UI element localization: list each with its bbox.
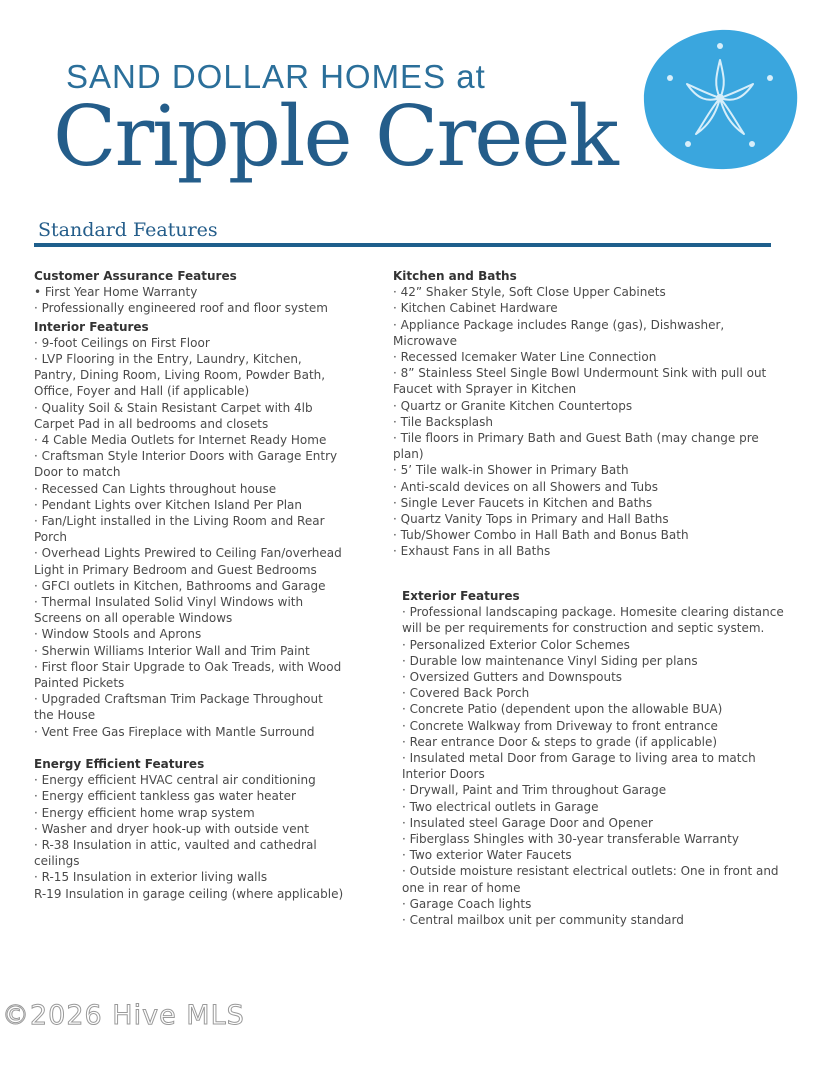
feature-item: · LVP Flooring in the Entry, Laundry, Kitchen, Pantry, Dining Room, Living Room, Powder Bath, Office, Foyer and Hall (if applicable) [34,352,326,399]
feature-item: · 4 Cable Media Outlets for Internet Ready Home [34,433,327,448]
left-column [34,268,344,902]
feature-item: · Fiberglass Shingles with 30-year transferable Warranty [402,832,739,847]
feature-item: R-19 Insulation in garage ceiling (where applicable) [34,886,344,901]
feature-item: · First floor Stair Upgrade to Oak Treads, with Wood Painted Pickets [34,659,342,691]
community-title: Cripple Creek [53,88,617,185]
feature-item: · Recessed Icemaker Water Line Connection [393,350,657,365]
kitchen-column [393,268,778,560]
feature-item: · Vent Free Gas Fireplace with Mantle Surround [34,724,315,739]
feature-item: · Rear entrance Door & steps to grade (if applicable) [402,734,718,749]
feature-item: · Covered Back Porch [402,686,530,701]
feature-item: · Anti-scald devices on all Showers and Tubs [393,479,658,494]
feature-item: · Drywall, Paint and Trim throughout Garage [402,783,667,798]
feature-item: · 8” Stainless Steel Single Bowl Undermount Sink with pull out Faucet with Sprayer in Kitchen [393,366,767,397]
feature-item: · Concrete Walkway from Driveway to front entrance [402,718,718,733]
kitchen-baths-heading: Kitchen and Baths [393,269,517,283]
feature-item: · Central mailbox unit per community standard [402,913,684,928]
feature-item: · Quality Soil & Stain Resistant Carpet with 4lb Carpet Pad in all bedrooms and closets [34,400,313,431]
feature-item: · Thermal Insulated Solid Vinyl Windows with Screens on all operable Windows [34,595,304,626]
feature-item: · Single Lever Faucets in Kitchen and Baths [393,495,653,510]
feature-item: · GFCI outlets in Kitchen, Bathrooms and Garage [34,578,326,593]
sand-dollar-icon [640,26,800,172]
energy-efficient-heading: Energy Efficient Features [34,756,205,771]
feature-item: · Professionally engineered roof and floor system [34,301,328,316]
feature-item: · Personalized Exterior Color Schemes [402,637,630,652]
feature-item: · Two exterior Water Faucets [402,848,572,863]
feature-item: · Tile floors in Primary Bath and Guest Bath (may change pre plan) [393,431,759,462]
feature-item: · Oversized Gutters and Downspouts [402,670,623,685]
feature-item: · Garage Coach lights [402,896,532,911]
feature-item: · Craftsman Style Interior Doors with Garage Entry Door to match [34,449,338,480]
feature-item: · Insulated steel Garage Door and Opener [402,815,653,830]
feature-item: · Energy efficient tankless gas water heater [34,789,296,804]
feature-item: · Concrete Patio (dependent upon the allowable BUA) [402,702,723,717]
interior-features-heading: Interior Features [34,319,149,334]
feature-item: · Two electrical outlets in Garage [402,799,599,814]
exterior-column [402,588,787,928]
feature-item: · Upgraded Craftsman Trim Package Throughout the House [34,692,323,723]
brand-subtitle: SAND DOLLAR HOMES at [66,58,486,95]
feature-item: · Insulated metal Door from Garage to living area to match Interior Doors [402,751,756,782]
feature-item: · Kitchen Cabinet Hardware [393,301,558,316]
feature-item: · 5’ Tile walk-in Shower in Primary Bath [393,463,629,478]
copyright-watermark: ©2026 Hive MLS [2,1000,245,1031]
feature-item: · Overhead Lights Prewired to Ceiling Fan/overhead Light in Primary Bedroom and Guest Bedrooms [34,546,342,577]
exterior-features-heading: Exterior Features [402,589,520,603]
feature-item: · Energy efficient HVAC central air conditioning [34,773,316,788]
feature-item: · 9-foot Ceilings on First Floor [34,335,210,350]
feature-item: · Pendant Lights over Kitchen Island Per Plan [34,497,303,512]
feature-item: · Quartz or Granite Kitchen Countertops [393,398,633,413]
feature-item: · Appliance Package includes Range (gas), Dishwasher, Microwave [393,317,725,348]
section-divider [34,243,771,247]
feature-item: • First Year Home Warranty [34,285,198,300]
feature-item: · R-38 Insulation in attic, vaulted and cathedral ceilings [34,837,317,869]
feature-item: · Sherwin Williams Interior Wall and Trim Paint [34,643,310,658]
feature-item: · Window Stools and Aprons [34,627,202,642]
feature-item: · Energy efficient home wrap system [34,805,255,820]
feature-item: · R-15 Insulation in exterior living walls [34,870,268,885]
section-title: Standard Features [38,219,218,241]
feature-item: · Quartz Vanity Tops in Primary and Hall Baths [393,512,669,527]
feature-item: · Recessed Can Lights throughout house [34,481,277,496]
feature-item: · Outside moisture resistant electrical outlets: One in front and one in rear of home [402,864,779,895]
customer-assurance-heading: Customer Assurance Features [34,269,237,283]
feature-item: · 42” Shaker Style, Soft Close Upper Cabinets [393,285,666,300]
feature-item: · Exhaust Fans in all Baths [393,544,551,559]
feature-item: · Tile Backsplash [393,414,494,429]
feature-item: · Durable low maintenance Vinyl Siding per plans [402,653,698,668]
feature-item: · Washer and dryer hook-up with outside vent [34,821,309,836]
feature-item: · Tub/Shower Combo in Hall Bath and Bonus Bath [393,528,689,543]
feature-item: · Fan/Light installed in the Living Room and Rear Porch [34,514,325,545]
feature-item: · Professional landscaping package. Homesite clearing distance will be per requirements for construction and septic system. [402,605,784,636]
